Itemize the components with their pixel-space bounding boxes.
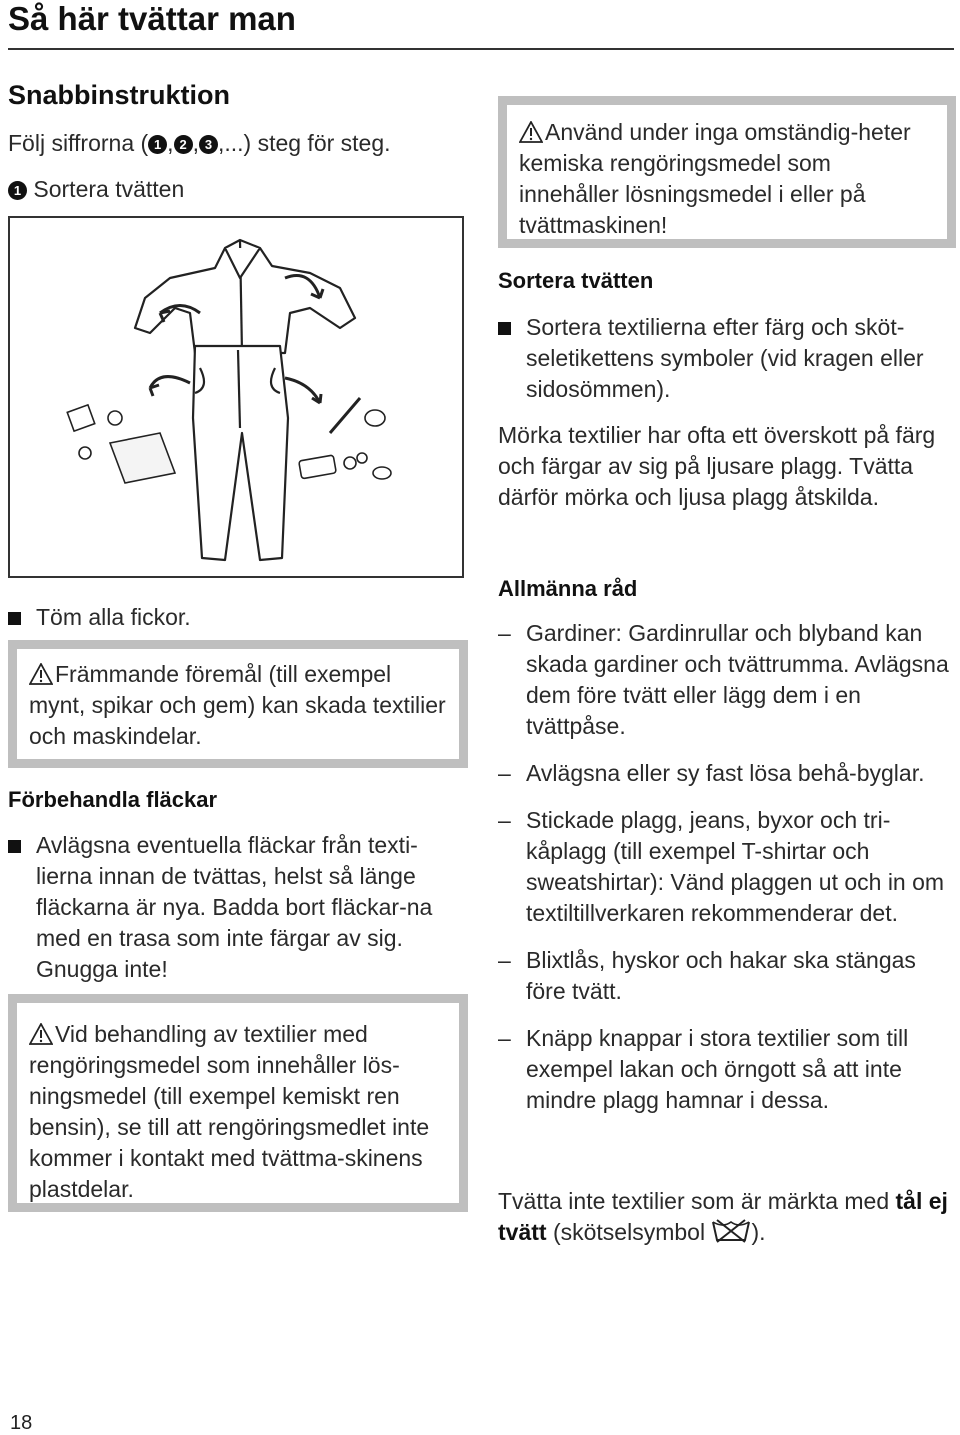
warning-box-chemical: [498, 96, 956, 248]
step1-num: 1: [8, 181, 27, 200]
general-heading: Allmänna råd: [498, 576, 638, 601]
advice-text: Gardiner: Gardinrullar och blyband kan skada gardiner och tvättrumma. Avlägsna dem före tvätt eller lägg dem i en tvättpåse.: [526, 620, 949, 739]
step-num-2: 2: [174, 135, 193, 154]
final-note: [498, 1186, 958, 1248]
list-item: [498, 312, 948, 405]
stains-list: [8, 830, 468, 985]
dash-mark: –: [498, 620, 511, 646]
dash-mark: –: [498, 947, 511, 973]
dash-mark: –: [498, 1025, 511, 1051]
stains-text: Avlägsna eventuella fläckar från texti-lierna innan de tvättas, helst så länge fläckarna är nya. Badda bort fläckar-na med en trasa som inte färgar av sig. Gnugga inte!: [36, 832, 433, 982]
empty-pockets-text: Töm alla fickor.: [36, 604, 191, 630]
title-rule: [8, 48, 954, 50]
advice-list: [498, 618, 958, 1132]
warning-triangle-icon: [29, 663, 53, 685]
bullet-icon: [8, 840, 21, 853]
do-not-wash-symbol-icon: [711, 1218, 751, 1244]
clothes-and-pocket-items-illustration-icon: [10, 218, 462, 576]
quick-heading: Snabbinstruktion: [8, 80, 230, 110]
list-item: [8, 602, 468, 633]
final-mid: (skötselsymbol: [552, 1219, 706, 1245]
step-num-1: 1: [148, 135, 167, 154]
warning-box-solvent: [8, 994, 468, 1212]
advice-item: [498, 758, 958, 789]
final-pre: Tvätta inte textilier som är märkta med: [498, 1188, 890, 1214]
warning-foreign-text: Främmande föremål (till exempel mynt, spikar och gem) kan skada textilier och maskindelar.: [29, 661, 446, 749]
step1-label: Sortera tvätten: [33, 176, 185, 202]
advice-item: [498, 805, 958, 929]
advice-item: [498, 618, 958, 742]
dash-mark: –: [498, 807, 511, 833]
clothes-illustration: [8, 216, 464, 578]
page-title: Så här tvättar man: [8, 0, 296, 37]
quick-intro: Följ siffrorna ( 1 , 2 , 3 ,...) steg för steg.: [8, 130, 391, 156]
page-number: 18: [10, 1412, 33, 1434]
intro-pre: Följ siffrorna (: [8, 130, 149, 156]
warning-triangle-icon: [29, 1023, 53, 1045]
empty-pockets-list: [8, 602, 468, 633]
bullet-icon: [8, 612, 21, 625]
warning-triangle-icon: [519, 121, 543, 143]
warning-solvent-text: Vid behandling av textilier med rengöringsmedel som innehåller lös-ningsmedel (till exempel kemiskt ren bensin), se till att rengöringsmedlet inte kommer i kontakt med tvättma-skinens plastdelar.: [29, 1021, 430, 1202]
stains-heading: Förbehandla fläckar: [8, 787, 218, 812]
sort-list: [498, 312, 948, 405]
advice-text: Knäpp knappar i stora textilier som till exempel lakan och örngott så att inte mindre plagg hamnar i dessa.: [526, 1025, 909, 1113]
sort-heading: Sortera tvätten: [498, 268, 654, 293]
dash-mark: –: [498, 760, 511, 786]
final-bold: tål ej tvätt: [498, 1188, 948, 1245]
sort-dark-text: Mörka textilier har ofta ett överskott på färg och färgar av sig på ljusare plagg. Tvätta därför mörka och ljusa plagg åtskilda.: [498, 422, 936, 510]
warning-chemical-text: Använd under inga omständig-heter kemiska rengöringsmedel som innehåller lösningsmedel i eller på tvättmaskinen!: [519, 119, 911, 238]
intro-post: ,...) steg för steg.: [217, 130, 391, 156]
warning-box-foreign-objects: [8, 640, 468, 768]
advice-text: Blixtlås, hyskor och hakar ska stängas före tvätt.: [526, 947, 916, 1004]
bullet-icon: [498, 322, 511, 335]
advice-item: [498, 1023, 958, 1116]
advice-text: Avlägsna eller sy fast lösa behå-byglar.: [526, 760, 925, 786]
advice-text: Stickade plagg, jeans, byxor och tri-kåplagg (till exempel T-shirtar och sweatshirtar): Vänd plaggen ut och in om textiltillverkaren rekommenderar det.: [526, 807, 945, 926]
list-item: [8, 830, 468, 985]
final-post: ).: [751, 1219, 766, 1245]
advice-item: [498, 945, 958, 1007]
step-num-3: 3: [199, 135, 218, 154]
step1: [8, 174, 184, 205]
sort-bullet-text: Sortera textilierna efter färg och sköt-seletikettens symboler (vid kragen eller sidosömmen).: [526, 314, 924, 402]
